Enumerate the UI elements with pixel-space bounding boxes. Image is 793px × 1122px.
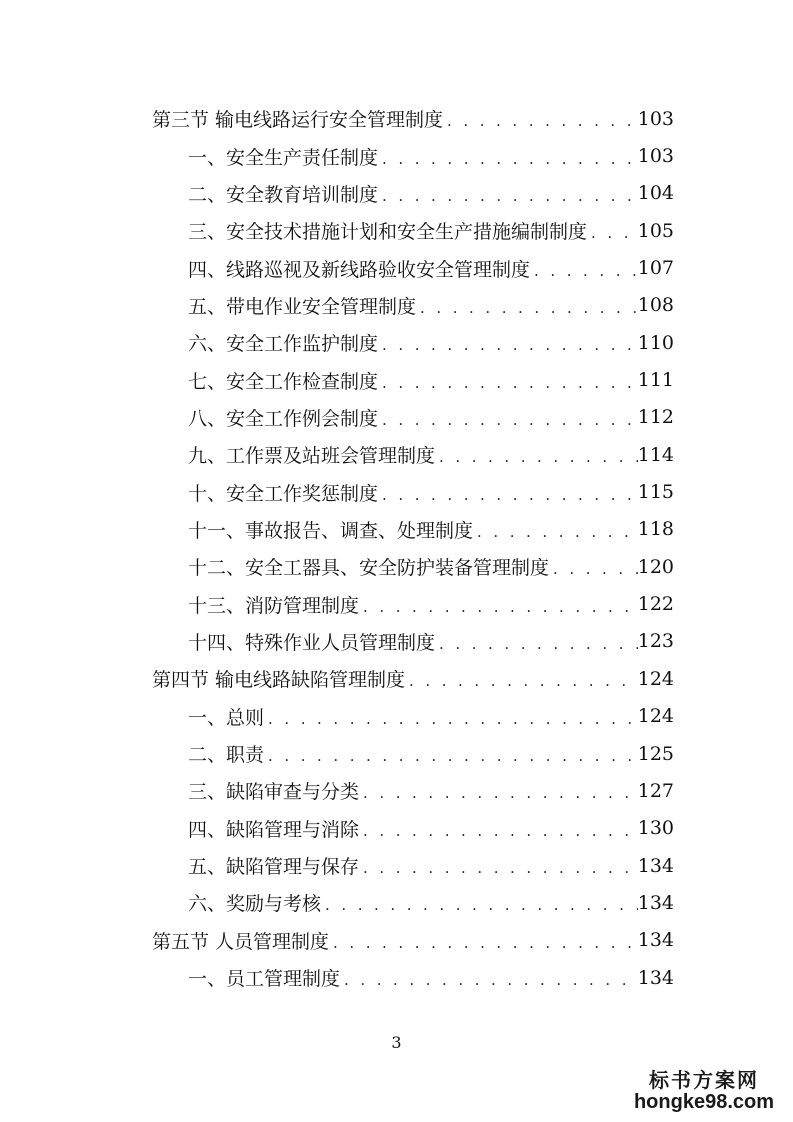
toc-entry-page: 127 bbox=[637, 779, 674, 802]
toc-entry bbox=[152, 212, 674, 249]
toc-entry-title: 第五节 人员管理制度 bbox=[152, 930, 330, 953]
toc-entry-title: 第四节 输电线路缺陷管理制度 bbox=[152, 669, 406, 692]
toc-entry-title: 六、奖励与考核 bbox=[188, 893, 322, 916]
toc-dot-leader bbox=[587, 226, 638, 241]
toc-entry bbox=[152, 922, 674, 959]
toc-dot-leader bbox=[378, 338, 638, 353]
toc-entry-title: 一、员工管理制度 bbox=[188, 968, 341, 991]
toc-dot-leader bbox=[378, 376, 638, 391]
toc-entry-page: 110 bbox=[637, 331, 674, 354]
toc-entry-title: 八、安全工作例会制度 bbox=[188, 407, 379, 430]
toc-entry-page: 114 bbox=[637, 443, 674, 466]
toc-dot-leader bbox=[435, 637, 638, 652]
toc-entry bbox=[152, 511, 674, 548]
toc-entry-page: 134 bbox=[637, 891, 674, 914]
toc-entry-title: 二、职责 bbox=[188, 744, 265, 767]
toc-entry bbox=[152, 399, 674, 436]
toc-entry-page: 134 bbox=[637, 929, 674, 952]
toc-entry bbox=[152, 436, 674, 473]
toc-entry-title: 五、带电作业安全管理制度 bbox=[188, 295, 417, 318]
toc-entry bbox=[152, 698, 674, 735]
toc-entry bbox=[152, 548, 674, 585]
toc-dot-leader bbox=[530, 264, 638, 279]
toc-dot-leader bbox=[378, 413, 638, 428]
toc-entry-title: 十一、事故报告、调查、处理制度 bbox=[188, 519, 474, 542]
toc-entry bbox=[152, 473, 674, 510]
toc-entry bbox=[152, 324, 674, 361]
toc-dot-leader bbox=[378, 189, 638, 204]
toc-entry-page: 125 bbox=[637, 742, 674, 765]
toc-entry-page: 103 bbox=[637, 107, 674, 130]
toc-entry-title: 九、工作票及站班会管理制度 bbox=[188, 445, 436, 468]
watermark-chinese: 标书方案网 bbox=[649, 1068, 759, 1092]
toc-entry bbox=[152, 137, 674, 174]
toc-entry-page: 130 bbox=[637, 817, 674, 840]
toc-entry-title: 三、安全技术措施计划和安全生产措施编制制度 bbox=[188, 221, 588, 244]
toc-entry-page: 124 bbox=[637, 667, 674, 690]
toc-dot-leader bbox=[340, 973, 638, 988]
toc-dot-leader bbox=[405, 674, 638, 689]
toc-entry bbox=[152, 660, 674, 697]
toc-dot-leader bbox=[321, 898, 638, 913]
toc-entry bbox=[152, 287, 674, 324]
toc-dot-leader bbox=[359, 824, 638, 839]
toc-entry-title: 四、线路巡视及新线路验收安全管理制度 bbox=[188, 258, 531, 281]
toc-dot-leader bbox=[378, 488, 638, 503]
toc-entry-title: 六、安全工作监护制度 bbox=[188, 333, 379, 356]
toc-entry bbox=[152, 585, 674, 622]
table-of-contents bbox=[152, 100, 674, 996]
toc-entry bbox=[152, 623, 674, 660]
toc-entry-page: 104 bbox=[637, 182, 674, 205]
toc-dot-leader bbox=[435, 450, 638, 465]
toc-entry bbox=[152, 100, 674, 137]
toc-entry-page: 118 bbox=[637, 518, 674, 541]
toc-entry-title: 十二、安全工器具、安全防护装备管理制度 bbox=[188, 557, 550, 580]
toc-entry bbox=[152, 175, 674, 212]
toc-dot-leader bbox=[264, 712, 638, 727]
toc-dot-leader bbox=[264, 749, 638, 764]
toc-entry bbox=[152, 735, 674, 772]
toc-entry-page: 111 bbox=[637, 369, 674, 392]
watermark-domain: hongke98.com bbox=[633, 1091, 775, 1113]
toc-entry-title: 十三、消防管理制度 bbox=[188, 594, 360, 617]
toc-entry-page: 124 bbox=[637, 705, 674, 728]
toc-dot-leader bbox=[359, 861, 638, 876]
toc-dot-leader bbox=[378, 152, 638, 167]
toc-dot-leader bbox=[359, 600, 638, 615]
toc-dot-leader bbox=[473, 525, 638, 540]
toc-entry-title: 三、缺陷审查与分类 bbox=[188, 781, 360, 804]
watermark-logo bbox=[629, 1064, 779, 1114]
toc-entry-page: 115 bbox=[637, 481, 674, 504]
toc-entry-title: 七、安全工作检查制度 bbox=[188, 370, 379, 393]
toc-entry-page: 122 bbox=[637, 593, 674, 616]
toc-entry-title: 四、缺陷管理与消除 bbox=[188, 818, 360, 841]
toc-dot-leader bbox=[359, 786, 638, 801]
toc-dot-leader bbox=[443, 114, 638, 129]
toc-entry-page: 123 bbox=[637, 630, 674, 653]
toc-entry-title: 十、安全工作奖惩制度 bbox=[188, 482, 379, 505]
page-number: 3 bbox=[391, 1033, 402, 1052]
toc-entry-page: 105 bbox=[637, 219, 674, 242]
toc-dot-leader bbox=[416, 301, 638, 316]
toc-entry-page: 107 bbox=[637, 257, 674, 280]
toc-entry-title: 一、总则 bbox=[188, 706, 265, 729]
toc-entry bbox=[152, 884, 674, 921]
toc-entry-title: 十四、特殊作业人员管理制度 bbox=[188, 631, 436, 654]
toc-dot-leader bbox=[329, 936, 638, 951]
toc-entry bbox=[152, 361, 674, 398]
toc-entry-page: 120 bbox=[637, 555, 674, 578]
toc-entry bbox=[152, 810, 674, 847]
toc-entry bbox=[152, 249, 674, 286]
toc-dot-leader bbox=[549, 562, 638, 577]
toc-entry-page: 134 bbox=[637, 854, 674, 877]
toc-entry bbox=[152, 959, 674, 996]
toc-entry-title: 二、安全教育培训制度 bbox=[188, 183, 379, 206]
toc-entry-title: 一、安全生产责任制度 bbox=[188, 146, 379, 169]
toc-entry-page: 112 bbox=[637, 406, 674, 429]
toc-entry bbox=[152, 847, 674, 884]
toc-entry-title: 五、缺陷管理与保存 bbox=[188, 856, 360, 879]
toc-entry-page: 103 bbox=[637, 145, 674, 168]
toc-entry-page: 134 bbox=[637, 966, 674, 989]
toc-entry-title: 第三节 输电线路运行安全管理制度 bbox=[152, 109, 444, 132]
toc-entry bbox=[152, 772, 674, 809]
toc-entry-page: 108 bbox=[637, 294, 674, 317]
